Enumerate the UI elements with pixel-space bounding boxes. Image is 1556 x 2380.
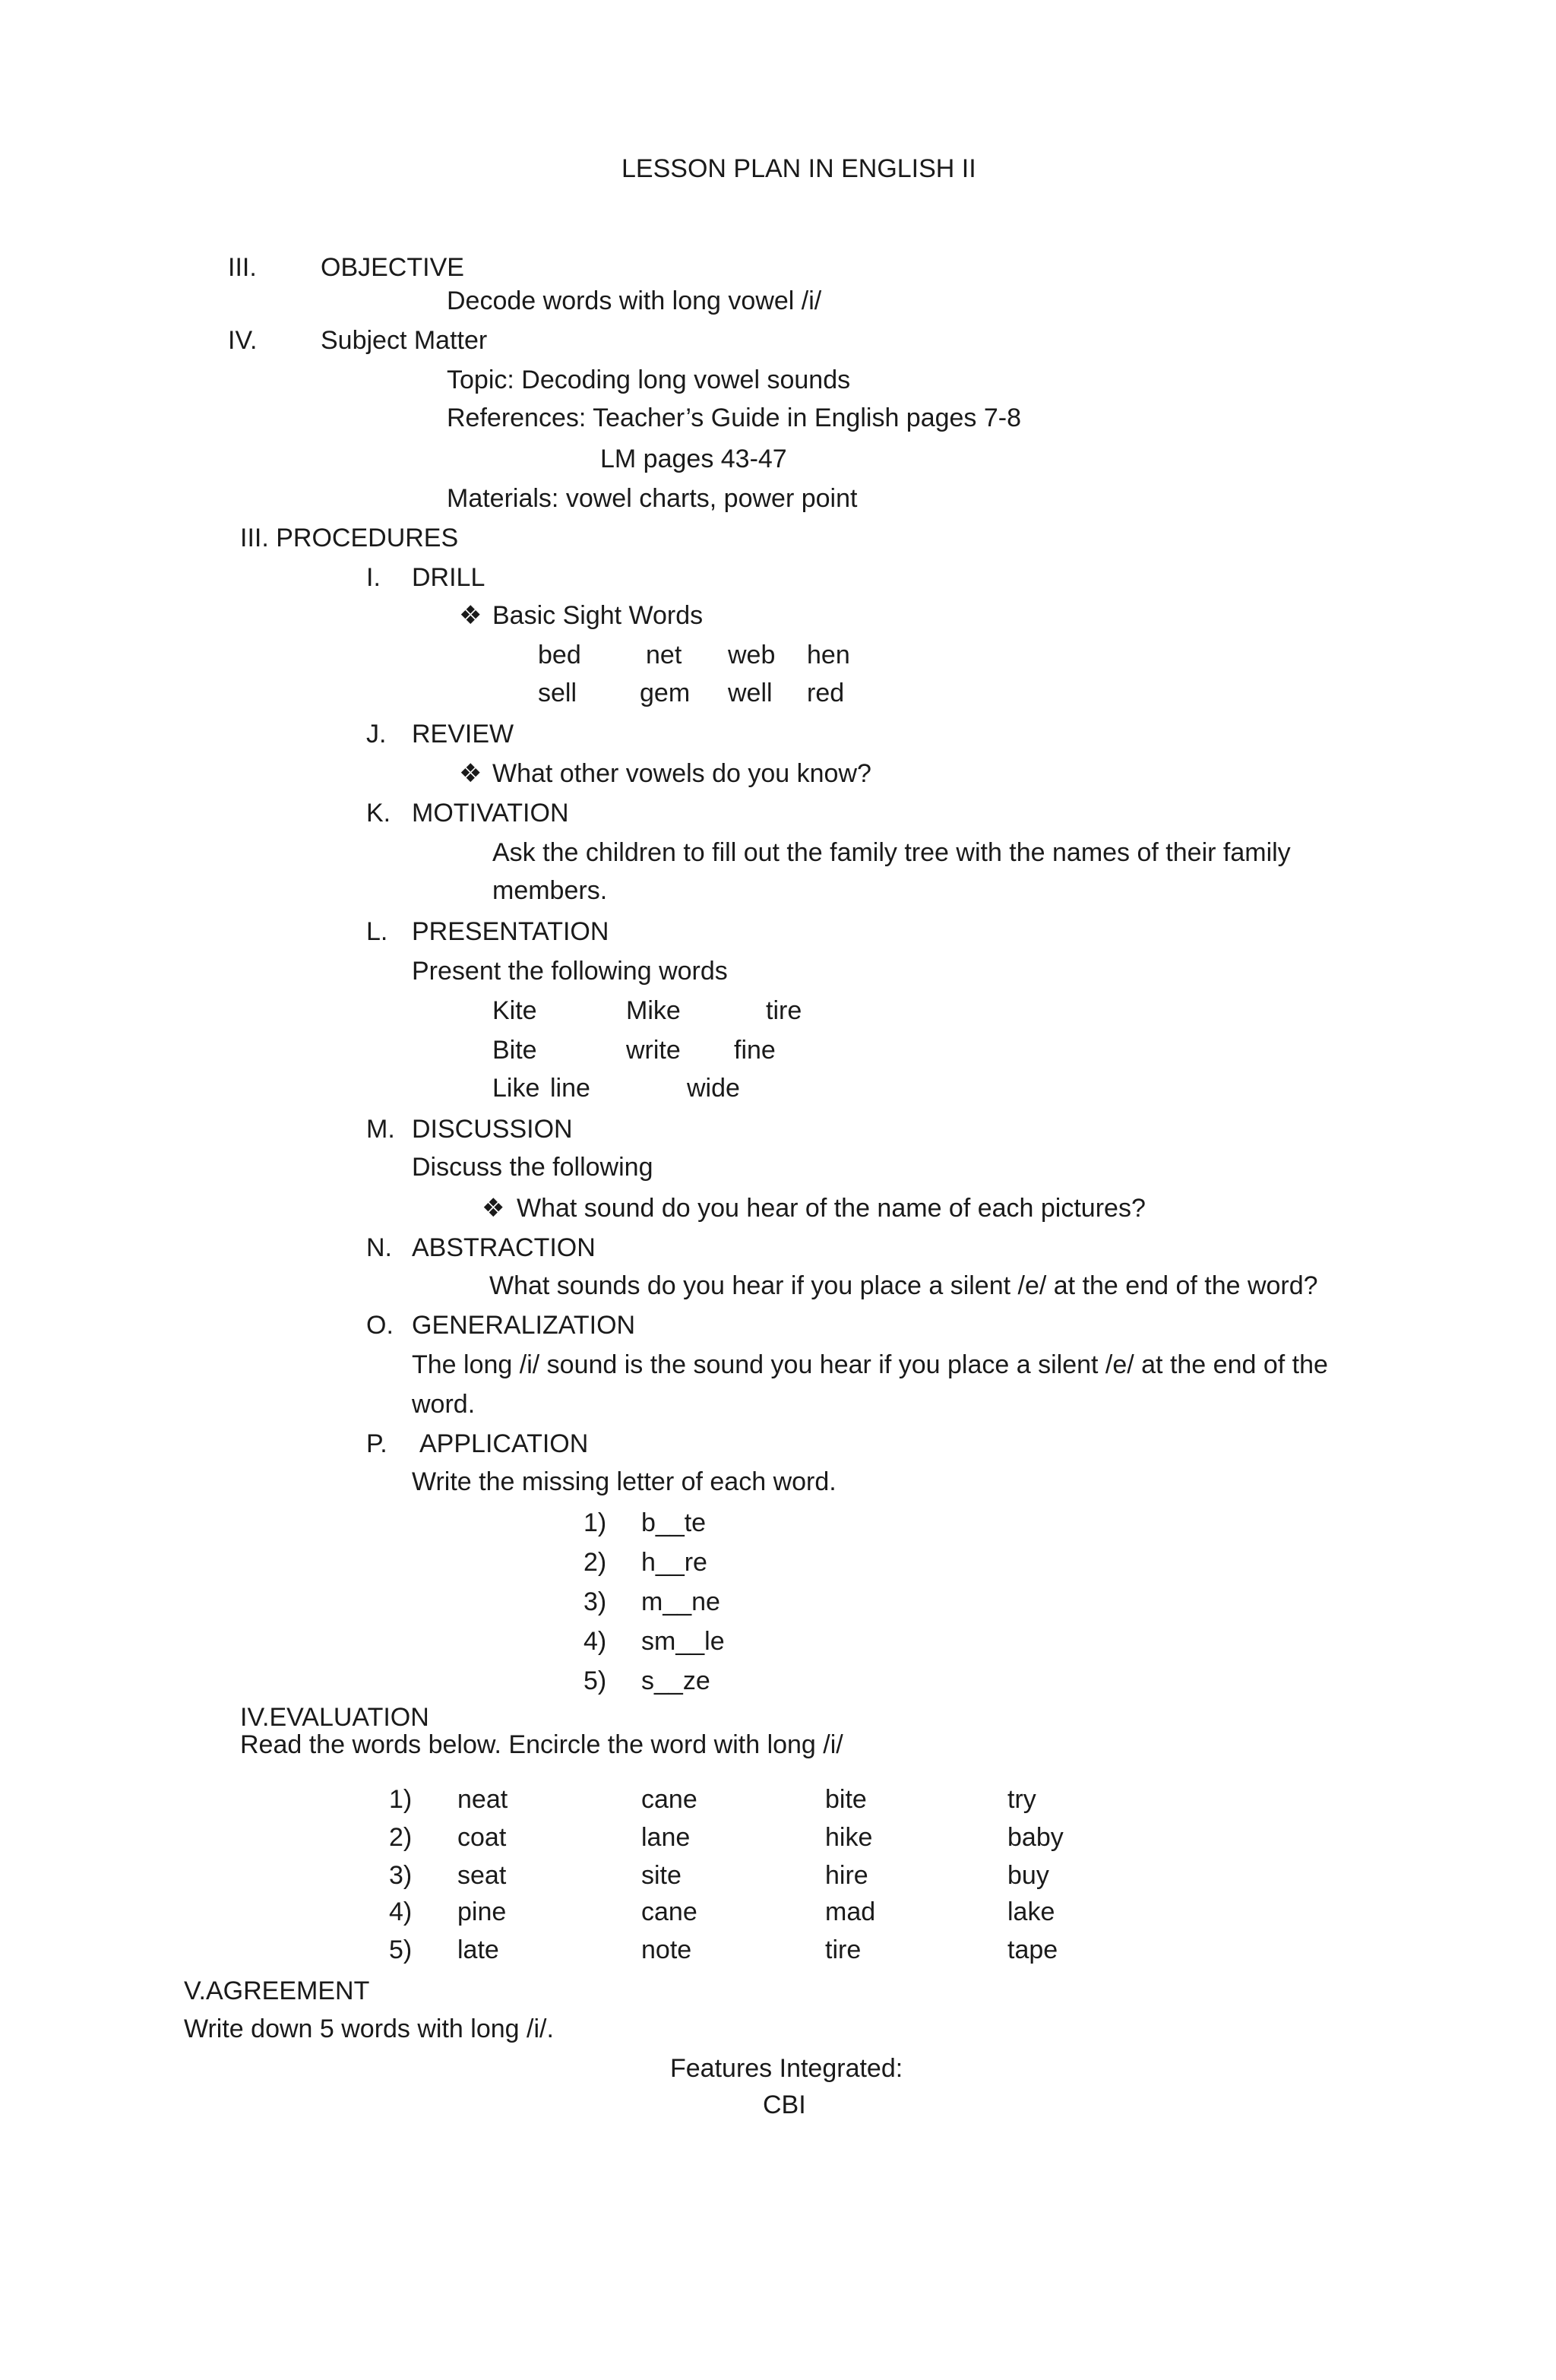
objective-heading: OBJECTIVE — [321, 253, 464, 282]
application-number: 2) — [584, 1548, 607, 1577]
sight-word: sell — [538, 679, 577, 707]
evaluation-word: note — [641, 1935, 692, 1964]
abstraction-letter: N. — [366, 1233, 392, 1262]
application-number: 5) — [584, 1666, 607, 1695]
abstraction-heading: ABSTRACTION — [412, 1233, 596, 1262]
evaluation-word: bite — [825, 1785, 867, 1814]
application-word: b__te — [641, 1508, 707, 1537]
motivation-text: Ask the children to fill out the family tree with the names of their family — [492, 838, 1291, 867]
presentation-word: line — [550, 1074, 590, 1103]
evaluation-word: seat — [457, 1861, 507, 1890]
evaluation-number: 4) — [389, 1897, 413, 1926]
review-letter: J. — [366, 720, 387, 748]
presentation-letter: L. — [366, 917, 388, 946]
evaluation-heading: IV.EVALUATION — [240, 1703, 429, 1732]
presentation-word: fine — [734, 1036, 776, 1065]
discussion-item: What sound do you hear of the name of each pictures? — [517, 1194, 1146, 1223]
motivation-heading: MOTIVATION — [412, 799, 569, 828]
sight-word: bed — [538, 641, 581, 669]
document-title: LESSON PLAN IN ENGLISH II — [621, 154, 976, 183]
lm-pages-line: LM pages 43-47 — [600, 445, 787, 473]
procedures-heading: III. PROCEDURES — [240, 524, 459, 552]
discussion-letter: M. — [366, 1115, 395, 1144]
presentation-word: Like — [492, 1074, 540, 1103]
subject-matter-heading: Subject Matter — [321, 326, 488, 355]
application-word: m__ne — [641, 1587, 720, 1616]
sight-word: red — [807, 679, 845, 707]
presentation-intro: Present the following words — [412, 957, 728, 986]
evaluation-word: pine — [457, 1897, 507, 1926]
drill-heading: DRILL — [412, 563, 485, 592]
presentation-word: tire — [766, 996, 802, 1025]
references-line: References: Teacher’s Guide in English pages 7-8 — [447, 404, 1022, 432]
evaluation-word: neat — [457, 1785, 508, 1814]
evaluation-number: 3) — [389, 1861, 413, 1890]
application-word: s__ze — [641, 1666, 710, 1695]
presentation-word: Mike — [626, 996, 681, 1025]
discussion-heading: DISCUSSION — [412, 1115, 573, 1144]
presentation-word: Bite — [492, 1036, 537, 1065]
evaluation-word: site — [641, 1861, 682, 1890]
application-number: 1) — [584, 1508, 607, 1537]
evaluation-word: hire — [825, 1861, 868, 1890]
evaluation-word: buy — [1007, 1861, 1049, 1890]
sight-word: hen — [807, 641, 850, 669]
application-intro: Write the missing letter of each word. — [412, 1467, 837, 1496]
evaluation-word: hike — [825, 1823, 873, 1852]
presentation-word: wide — [687, 1074, 740, 1103]
evaluation-number: 5) — [389, 1935, 413, 1964]
review-item: What other vowels do you know? — [492, 759, 871, 788]
application-number: 4) — [584, 1627, 607, 1656]
evaluation-word: mad — [825, 1897, 876, 1926]
topic-line: Topic: Decoding long vowel sounds — [447, 366, 851, 394]
evaluation-word: lane — [641, 1823, 691, 1852]
features-label: Features Integrated: — [670, 2054, 903, 2083]
evaluation-number: 2) — [389, 1823, 413, 1852]
application-word: h__re — [641, 1548, 707, 1577]
agreement-heading: V.AGREEMENT — [184, 1976, 370, 2005]
drill-item: Basic Sight Words — [492, 601, 704, 630]
drill-letter: I. — [366, 563, 381, 592]
sight-word: well — [728, 679, 773, 707]
discussion-intro: Discuss the following — [412, 1153, 653, 1182]
subject-matter-numeral: IV. — [228, 326, 258, 355]
objective-numeral: III. — [228, 253, 257, 282]
evaluation-word: tape — [1007, 1935, 1058, 1964]
evaluation-instructions: Read the words below. Encircle the word with long /i/ — [240, 1730, 843, 1759]
evaluation-number: 1) — [389, 1785, 413, 1814]
features-value: CBI — [763, 2090, 806, 2119]
review-heading: REVIEW — [412, 720, 514, 748]
sight-word: web — [728, 641, 776, 669]
generalization-text: word. — [412, 1390, 476, 1419]
application-number: 3) — [584, 1587, 607, 1616]
sight-word: gem — [640, 679, 691, 707]
abstraction-text: What sounds do you hear if you place a silent /e/ at the end of the word? — [489, 1271, 1318, 1300]
evaluation-word: cane — [641, 1897, 697, 1926]
sight-word: net — [646, 641, 682, 669]
evaluation-word: lake — [1007, 1897, 1055, 1926]
generalization-letter: O. — [366, 1311, 394, 1340]
motivation-text: members. — [492, 876, 608, 905]
evaluation-word: cane — [641, 1785, 697, 1814]
evaluation-word: tire — [825, 1935, 862, 1964]
diamond-bullet-icon: ❖ — [482, 1194, 505, 1223]
materials-line: Materials: vowel charts, power point — [447, 484, 858, 513]
agreement-text: Write down 5 words with long /i/. — [184, 2014, 554, 2043]
presentation-heading: PRESENTATION — [412, 917, 609, 946]
presentation-word: Kite — [492, 996, 537, 1025]
objective-text: Decode words with long vowel /i/ — [447, 286, 822, 315]
generalization-text: The long /i/ sound is the sound you hear if you place a silent /e/ at the end of the — [412, 1350, 1328, 1379]
application-word: sm__le — [641, 1627, 725, 1656]
application-heading: APPLICATION — [419, 1429, 589, 1458]
motivation-letter: K. — [366, 799, 391, 828]
diamond-bullet-icon: ❖ — [459, 759, 482, 788]
generalization-heading: GENERALIZATION — [412, 1311, 636, 1340]
presentation-word: write — [626, 1036, 681, 1065]
evaluation-word: late — [457, 1935, 499, 1964]
evaluation-word: try — [1007, 1785, 1036, 1814]
evaluation-word: coat — [457, 1823, 507, 1852]
evaluation-word: baby — [1007, 1823, 1064, 1852]
diamond-bullet-icon: ❖ — [459, 601, 482, 630]
application-letter: P. — [366, 1429, 387, 1458]
